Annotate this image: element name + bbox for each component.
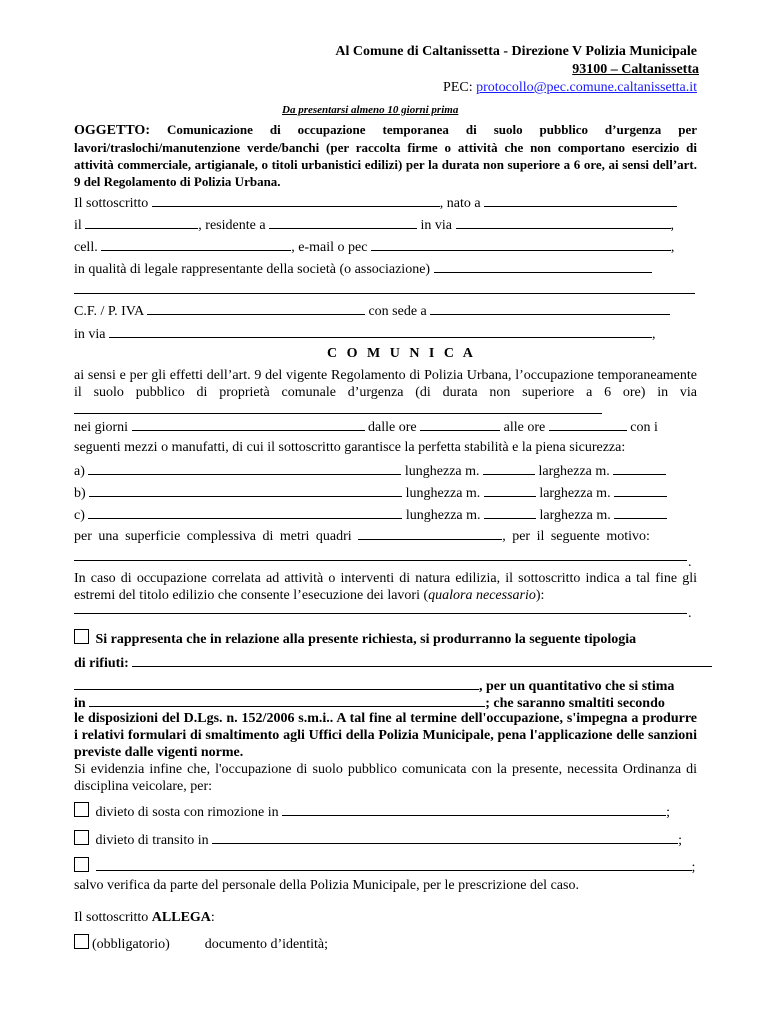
field-sottoscritto xyxy=(74,194,677,212)
option-transito: divieto di transito in ; xyxy=(74,830,682,849)
lunghezza-label: lunghezza m. xyxy=(405,486,481,501)
superficie-row xyxy=(74,527,650,545)
edilizia-close: ): xyxy=(535,588,545,603)
rifiuti-checkbox[interactable] xyxy=(74,629,89,644)
rifiuti-text: Si rappresenta che in relazione alla presente richiesta, si produrranno la seguente tipologia xyxy=(95,632,637,647)
item-c-label: c) xyxy=(74,508,85,523)
comunica-paragraph xyxy=(74,367,697,419)
lunghezza-label: lunghezza m. xyxy=(404,464,480,479)
cell-input[interactable] xyxy=(101,238,291,251)
allega-prefix: Il sottoscritto xyxy=(74,910,149,925)
pec-email-link[interactable]: protocollo@pec.comune.caltanissetta.it xyxy=(476,80,697,95)
form-page: Al Comune di Caltanissetta - Direzione V Polizia Municipale 93100 – Caltanissetta PEC: protocollo@pec.comune.caltanissetta.it Da presentarsi almeno 10 giorni prima OGGETTO: Comunicazione di occupazione temporanea di suolo pubblico d’urgenza per lavori/traslochi/manutenzione verde/banchi (per raccolta firme o attività che non comportano esercizio di attività commerciale, artigianale, o titoli urbanistici edilizi) per la durata non superiore a 6 ore, ai sensi dell’art. 9 del Regolamento di Polizia Urbana. Il sottoscritto , nato a il , residente a in via , cell. , e-mail o pec , in qualità di legale rappresentante della società (o associazione) C.F. / P. IVA con sede a in via , C O M U N I C A ai sensi e per gli effetti dell’art. 9 del vigente Regolamento di Polizia Urbana, l’occupazione temporaneamente il suolo pubblico di proprietà comunale d’urgenza (di durata non superiore a 6 ore) in via nei giorni dalle ore alle ore con i seguenti mezzi o manufatti, di cui il sottoscritto garantisce la perfetta stabilità e la piena sicurezza: a) lunghezza m. larghezza m. b) lunghezza m. larghezza m. c) lunghezza m. larghezza m. per una superficie complessiva di metri quadri , per il seguente motivo: . In caso di occupazione correlata ad attività o interventi di natura edilizia, il sottoscritto indica a tal fine gli estremi del titolo edilizio che consente l’esecuzione dei lavori (qualora necessario): . Si rappresenta che in relazione alla presente richiesta, si produrranno la seguente tipologia di rifiuti: , per un quantitativo che si stima in ; che saranno smaltiti secondo le disposizioni del D.Lgs. n. 152/2006 s.m.i.. A tal fine al termine dell'occupazione, s'impegna a produrre i relativi formulari di smaltimento agli Uffici della Polizia Municipale, pena l'applicazione delle sanzioni previste dalle vigenti norme. Si evidenzia infine che, l'occupazione di suolo pubblico comunicata con la presente, necessita Ordinanza di disciplina veicolare, per: divieto di sosta con rimozione in ; divieto di transito in ; ; salvo verifica da parte del personale della Polizia Municipale, per le prescrizione del caso. Il sottoscritto ALLEGA: (obbligatorio) documento d’identità; xyxy=(0,0,770,1024)
comunica-title: C O M U N I C A xyxy=(327,346,476,361)
occupation-street-input[interactable] xyxy=(74,401,602,414)
in-label: in xyxy=(74,696,86,711)
cf-label: C.F. / P. IVA xyxy=(74,304,144,319)
rifiuti-row2 xyxy=(74,654,712,672)
cell-label: cell. xyxy=(74,240,98,255)
larghezza-label: larghezza m. xyxy=(539,486,611,501)
sede-street-input[interactable] xyxy=(109,325,652,338)
item-a-input[interactable] xyxy=(88,462,401,475)
allega-bold: ALLEGA xyxy=(151,910,211,925)
titolo-edilizio-input[interactable] xyxy=(74,613,687,614)
field-cf xyxy=(74,302,670,320)
in-via2-label: in via xyxy=(74,327,106,342)
dalle-ore-label: dalle ore xyxy=(368,420,417,435)
field-via: in via , xyxy=(74,327,656,342)
mezzi-text: seguenti mezzi o manufatti, di cui il sottoscritto garantisce la perfetta stabilità e la piena sicurezza: xyxy=(74,440,626,455)
motivo-label: , per il seguente motivo: xyxy=(502,529,650,544)
field-qualita xyxy=(74,260,652,278)
rifiuti-row3 xyxy=(74,677,674,695)
sottoscritto-label: Il sottoscritto xyxy=(74,196,149,211)
pec-label: PEC: xyxy=(443,80,477,95)
transito-checkbox[interactable] xyxy=(74,830,89,845)
con-sede-label: con sede a xyxy=(368,304,427,319)
quantity-input[interactable] xyxy=(89,694,485,707)
larghezza-label: larghezza m. xyxy=(538,464,610,479)
allega-heading: Il sottoscritto ALLEGA: xyxy=(74,910,215,925)
nei-giorni-label: nei giorni xyxy=(74,420,129,435)
email-label: , e-mail o pec xyxy=(291,240,368,255)
option-other: ; xyxy=(74,857,695,876)
area-input[interactable] xyxy=(358,527,502,540)
field-il: il , residente a in via , xyxy=(74,218,675,233)
sosta-street-input[interactable] xyxy=(282,803,666,816)
waste-type-input[interactable] xyxy=(132,654,712,667)
company-input[interactable] xyxy=(434,260,652,273)
oggetto-text: Comunicazione di occupazione temporanea di suolo pubblico d’urgenza per lavori/traslochi/manutenzione verde/banchi (per raccolta firme o attività che non comportano esercizio di attività commerciale, artigianale, o titoli urbanistici edilizi) per la durata non superiore a 6 ore, ai sensi dell’art. 9 del Regolamento di Polizia Urbana. xyxy=(74,122,697,189)
lunghezza-label: lunghezza m. xyxy=(405,508,481,523)
to-hour-input[interactable] xyxy=(549,418,627,431)
smaltiti-label: ; che saranno smaltiti secondo xyxy=(485,696,665,711)
street-input[interactable] xyxy=(456,216,671,229)
quantitativo-label: , per un quantitativo che si stima xyxy=(479,679,675,694)
company-input-line2[interactable] xyxy=(74,293,695,294)
email-input[interactable] xyxy=(371,238,671,251)
deadline-note: Da presentarsi almeno 10 giorni prima xyxy=(282,104,459,116)
item-b-row xyxy=(74,484,667,502)
item-b-input[interactable] xyxy=(89,484,402,497)
other-checkbox[interactable] xyxy=(74,857,89,872)
motivo-input[interactable] xyxy=(74,560,687,561)
disposizioni-paragraph: le disposizioni del D.Lgs. n. 152/2006 s.m.i.. A tal fine al termine dell'occupazione, s'impegna a produrre i relativi formulari di smaltimento agli Uffici della Polizia Municipale, pena l'applicazione delle sanzioni previste dalle vigenti norme. xyxy=(74,711,697,760)
item-c-row xyxy=(74,506,667,524)
item-a-label: a) xyxy=(74,464,85,479)
waste-type-input-2[interactable] xyxy=(74,677,479,690)
item-b-length-input[interactable] xyxy=(484,484,536,497)
in-via-label: in via xyxy=(420,218,453,233)
item-b-label: b) xyxy=(74,486,86,501)
allega-documento xyxy=(74,934,328,953)
salvo-text: salvo verifica da parte del personale della Polizia Municipale, per le prescrizione del caso. xyxy=(74,878,579,893)
field-nei-giorni xyxy=(74,418,658,436)
header-pec xyxy=(443,80,697,96)
option-sosta: divieto di sosta con rimozione in ; xyxy=(74,802,670,821)
sosta-label: divieto di sosta con rimozione in xyxy=(95,805,279,820)
residente-label: , residente a xyxy=(198,218,266,233)
larghezza-label: larghezza m. xyxy=(539,508,611,523)
from-hour-input[interactable] xyxy=(420,418,500,431)
documento-label: documento d’identità; xyxy=(204,937,329,952)
ordinanza-paragraph: Si evidenzia infine che, l'occupazione di suolo pubblico comunicata con la presente, necessita Ordinanza di disciplina veicolare, per: xyxy=(74,762,697,794)
oggetto-label: OGGETTO: xyxy=(74,123,150,138)
field-cell: cell. , e-mail o pec , xyxy=(74,240,675,255)
birthplace-input[interactable] xyxy=(484,194,677,207)
transito-label: divieto di transito in xyxy=(95,833,209,848)
item-a-length-input[interactable] xyxy=(483,462,535,475)
qualita-label: in qualità di legale rappresentante della società (o associazione) xyxy=(74,262,431,277)
nato-a-label: , nato a xyxy=(439,196,481,211)
superficie-label: per una superficie complessiva di metri quadri xyxy=(74,529,352,544)
sede-input[interactable] xyxy=(430,302,670,315)
alle-ore-label: alle ore xyxy=(503,420,546,435)
obbligatorio-label: (obbligatorio) xyxy=(92,937,170,952)
sosta-checkbox[interactable] xyxy=(74,802,89,817)
name-input[interactable] xyxy=(152,194,440,207)
item-c-length-input[interactable] xyxy=(484,506,536,519)
rifiuti-label: di rifiuti: xyxy=(74,656,129,671)
residence-input[interactable] xyxy=(269,216,417,229)
qualora-text: qualora necessario xyxy=(428,588,536,603)
edilizia-text: In caso di occupazione correlata ad attività o interventi di natura edilizia, il sottoscritto indica a tal fine gli estremi del titolo edilizio che consente l’esecuzione dei lavori ( xyxy=(74,571,697,603)
header-line1: Al Comune di Caltanissetta - Direzione V Polizia Municipale xyxy=(335,44,697,59)
il-label: il xyxy=(74,218,82,233)
header-line2: 93100 – Caltanissetta xyxy=(572,62,699,77)
oggetto-paragraph xyxy=(74,121,697,190)
edilizia-paragraph xyxy=(74,570,697,604)
rifiuti-row1 xyxy=(74,629,636,648)
days-input[interactable] xyxy=(132,418,365,431)
documento-checkbox[interactable] xyxy=(74,934,89,949)
birthdate-input[interactable] xyxy=(85,216,198,229)
comunica-text: ai sensi e per gli effetti dell’art. 9 del vigente Regolamento di Polizia Urbana, l’occupazione temporaneamente il suolo pubblico di proprietà comunale d’urgenza (di durata non superiore a 6 ore) in via xyxy=(74,368,697,400)
item-a-row xyxy=(74,462,666,480)
transito-street-input[interactable] xyxy=(212,831,678,844)
cf-input[interactable] xyxy=(147,302,365,315)
other-input[interactable] xyxy=(96,858,692,871)
item-c-width-input[interactable] xyxy=(614,506,667,519)
con-i-label: con i xyxy=(630,420,658,435)
item-b-width-input[interactable] xyxy=(614,484,667,497)
item-c-input[interactable] xyxy=(88,506,402,519)
item-a-width-input[interactable] xyxy=(613,462,666,475)
